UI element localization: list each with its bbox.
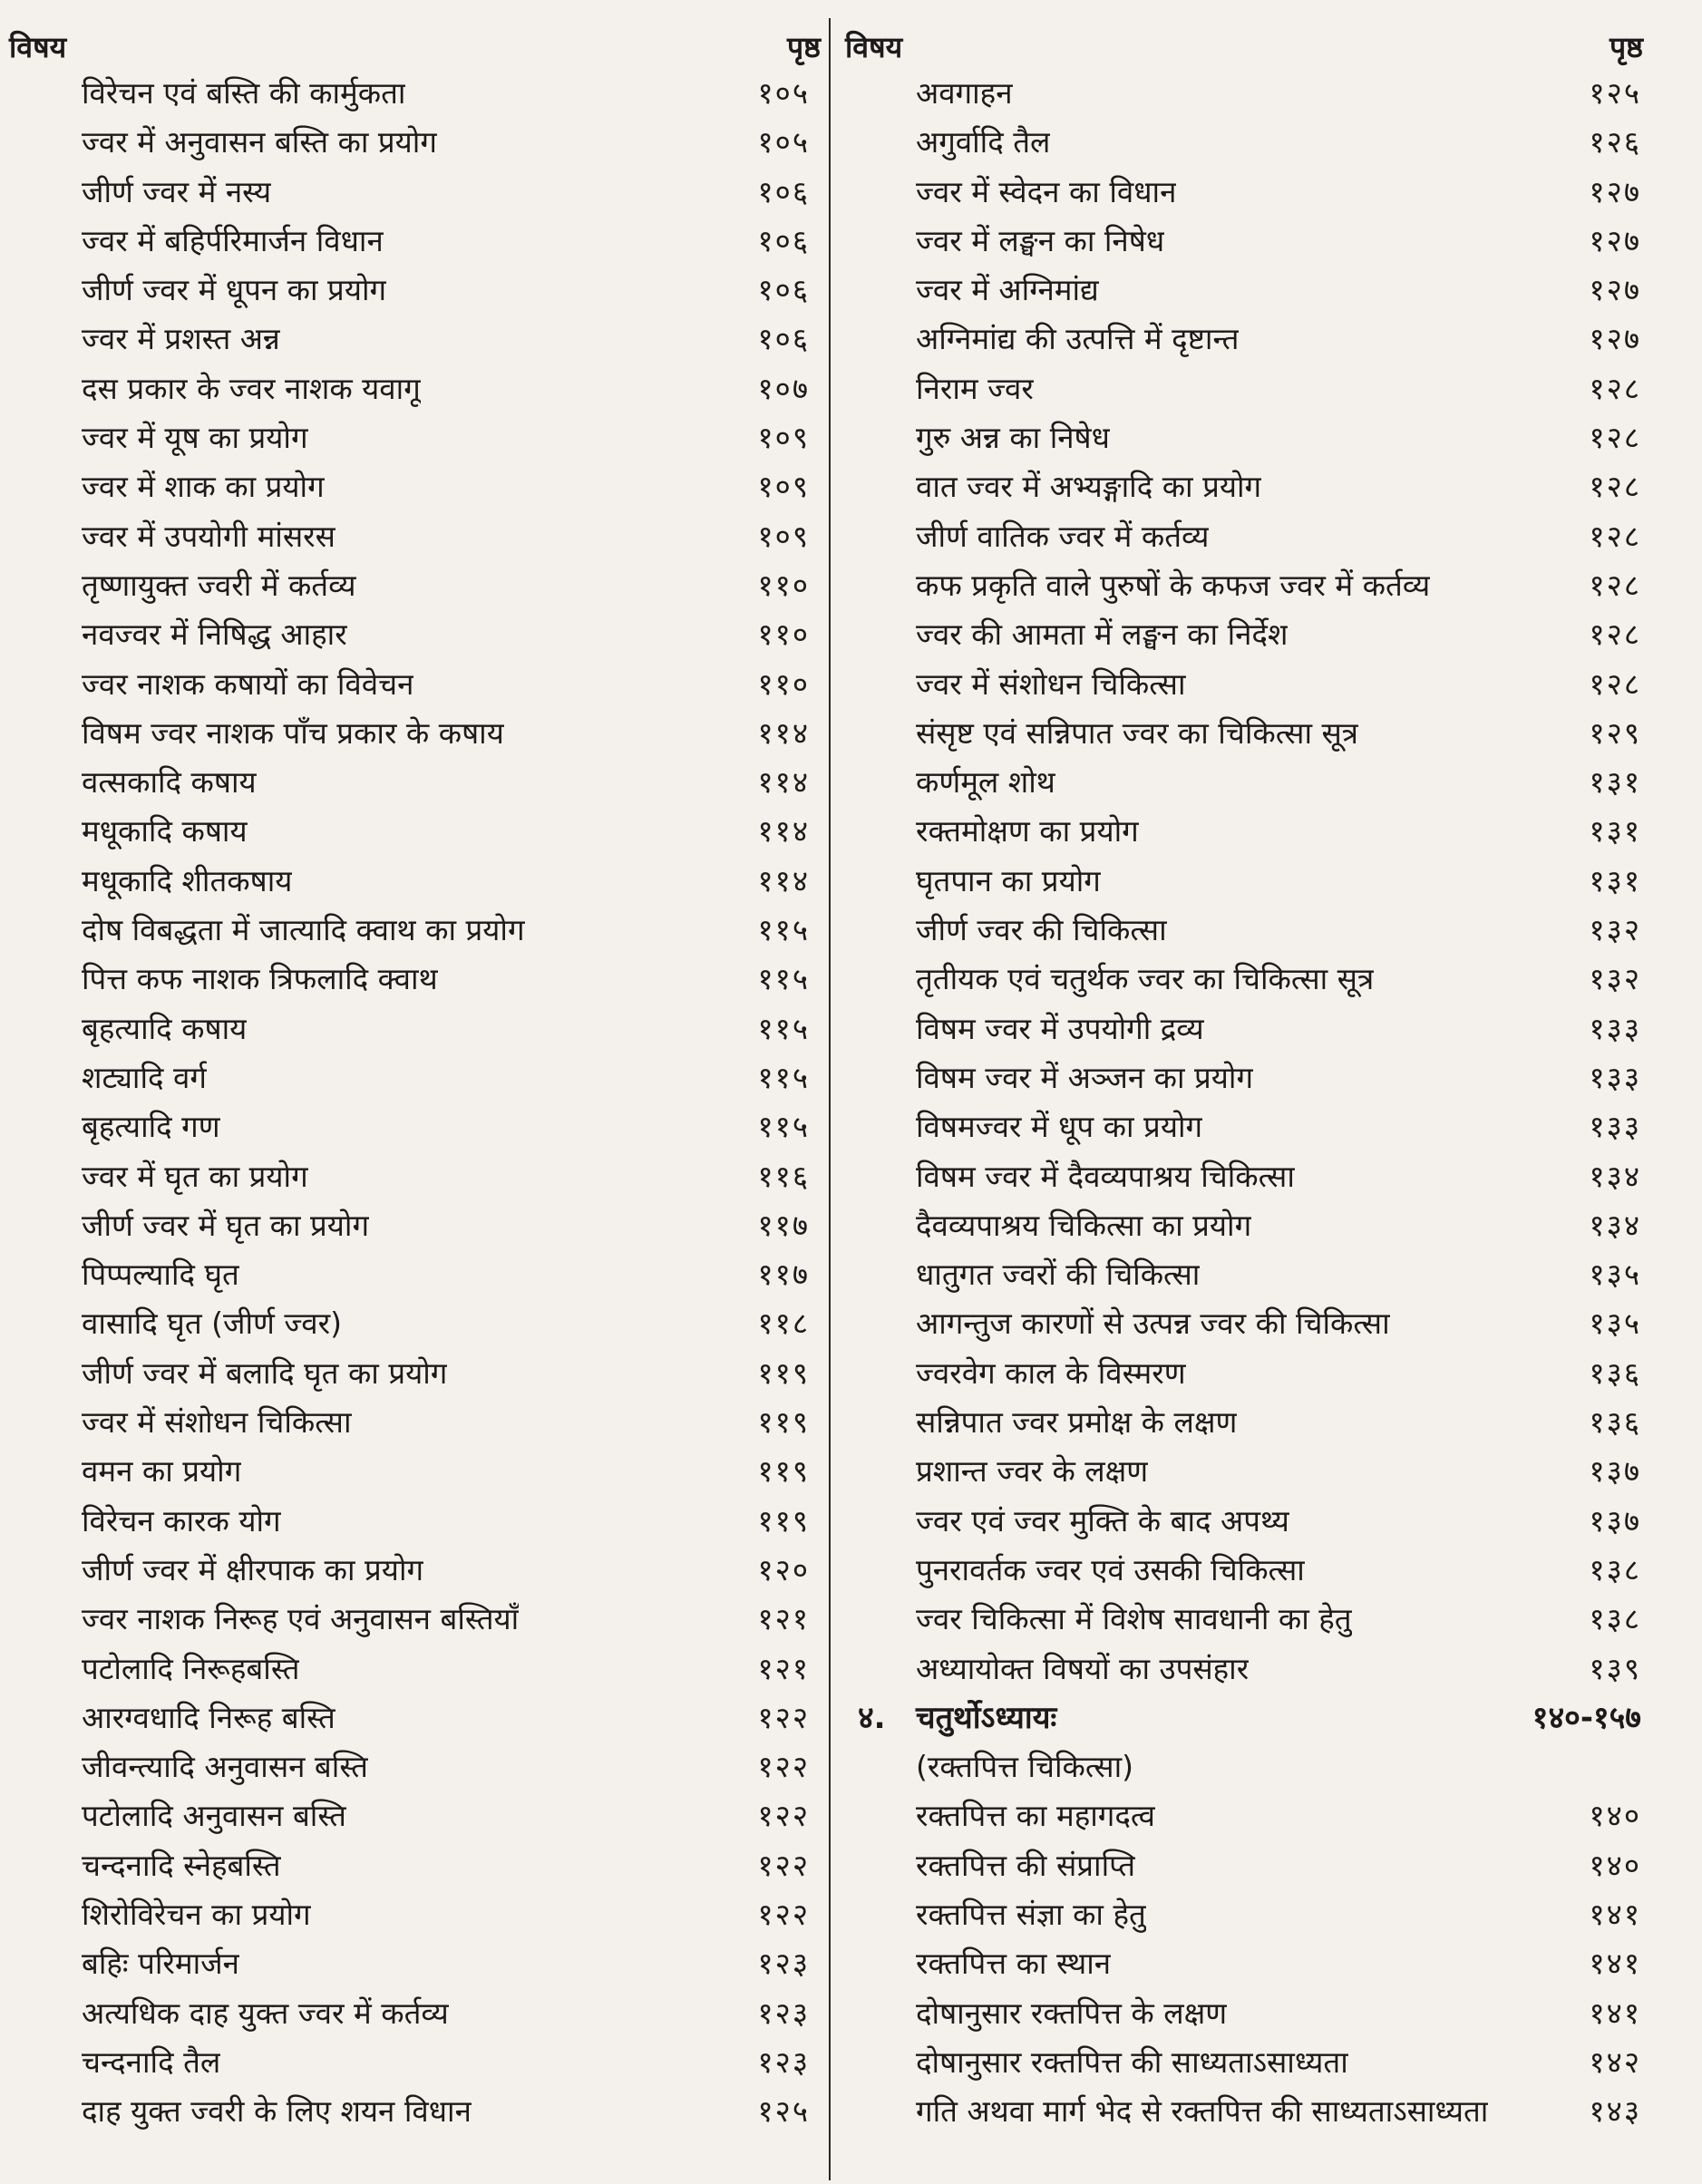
toc-entry — [9, 1939, 821, 1988]
toc-entry — [845, 1349, 1643, 1398]
toc-entry — [845, 1201, 1643, 1250]
entry-title: विषम ज्वर में उपयोगी द्रव्य — [916, 1010, 1204, 1046]
entry-title: रक्तपित्त का महागदत्व — [916, 1798, 1155, 1834]
left-entry-list — [9, 69, 821, 2136]
entry-page: ११७ — [757, 1207, 810, 1243]
entry-title: ज्वर में बहिर्परिमार्जन विधान — [82, 222, 384, 258]
entry-title: ज्वर की आमता में लङ्घन का निर्देश — [916, 616, 1289, 653]
chapter-subtitle: (रक्तपित्त चिकित्सा) — [916, 1749, 1134, 1785]
entry-title: दोषानुसार रक्तपित्त के लक्षण — [916, 1995, 1228, 2031]
entry-title: जीर्ण ज्वर में बलादि घृत का प्रयोग — [82, 1354, 448, 1391]
entry-page: ११७ — [757, 1257, 810, 1293]
toc-entry — [9, 807, 821, 856]
page-header: पृष्ठ — [1609, 30, 1643, 64]
toc-entry — [845, 1497, 1643, 1546]
toc-entry — [845, 955, 1643, 1004]
toc-entry — [9, 1890, 821, 1939]
entry-page: ११९ — [757, 1404, 810, 1441]
entry-title: कफ प्रकृति वाले पुरुषों के कफज ज्वर में कर्तव्य — [916, 567, 1431, 603]
entry-page: १०५ — [757, 124, 810, 160]
toc-entry — [9, 1299, 821, 1348]
entry-page: १४३ — [1589, 2093, 1641, 2130]
toc-entry — [845, 2087, 1643, 2136]
entry-title: विरेचन एवं बस्ति की कार्मुकता — [82, 75, 406, 111]
toc-entry — [9, 1201, 821, 1250]
entry-page: १२३ — [757, 2043, 810, 2080]
entry-title: दोषानुसार रक्तपित्त की साध्यताऽसाध्यता — [916, 2043, 1348, 2080]
entry-page: ११६ — [757, 1158, 810, 1194]
entry-page: १२८ — [1589, 420, 1641, 456]
entry-page: ११४ — [757, 813, 810, 849]
entry-page: ११५ — [757, 912, 810, 948]
entry-title: विषम ज्वर में अञ्जन का प्रयोग — [916, 1059, 1254, 1095]
toc-entry — [9, 2087, 821, 2136]
toc-entry — [9, 660, 821, 709]
entry-title: विषमज्वर में धूप का प्रयोग — [916, 1109, 1203, 1145]
entry-page: १३४ — [1589, 1158, 1641, 1194]
entry-page: १४१ — [1589, 1946, 1641, 1982]
entry-page: १२१ — [757, 1650, 810, 1686]
toc-entry — [9, 1791, 821, 1840]
entry-title: अत्यधिक दाह युक्त ज्वर में कर्तव्य — [82, 1995, 449, 2031]
toc-entry — [9, 1742, 821, 1791]
entry-title: संसृष्ट एवं सन्निपात ज्वर का चिकित्सा सूत्र — [916, 714, 1359, 751]
toc-entry — [845, 660, 1643, 709]
entry-page: १३५ — [1589, 1306, 1641, 1342]
entry-page: ११८ — [757, 1306, 810, 1342]
entry-page: १२३ — [757, 1995, 810, 2031]
toc-entry — [9, 1349, 821, 1398]
entry-page: १०६ — [757, 272, 810, 308]
entry-title: दस प्रकार के ज्वर नाशक यवागू — [82, 370, 421, 406]
entry-title: रक्तपित्त की संप्राप्ति — [916, 1847, 1136, 1883]
toc-entry — [9, 561, 821, 610]
entry-page: १२८ — [1589, 370, 1641, 406]
entry-page: १२२ — [757, 1847, 810, 1883]
entry-title: प्रशान्त ज्वर के लक्षण — [916, 1453, 1149, 1490]
entry-page: १३५ — [1589, 1257, 1641, 1293]
entry-page: १०९ — [757, 469, 810, 505]
entry-title: वमन का प्रयोग — [82, 1453, 242, 1490]
entry-title: अगुर्वादि तैल — [916, 124, 1051, 160]
chapter-number: ४. — [858, 1699, 886, 1736]
subject-header: विषय — [845, 30, 903, 64]
entry-title: चन्दनादि तैल — [82, 2043, 221, 2080]
entry-title: ज्वर में उपयोगी मांसरस — [82, 518, 336, 554]
toc-entry — [9, 315, 821, 364]
entry-title: पटोलादि अनुवासन बस्ति — [82, 1798, 346, 1834]
chapter-page-range: १४०-१५७ — [1532, 1699, 1641, 1736]
toc-entry — [845, 2038, 1643, 2087]
toc-entry — [845, 1398, 1643, 1447]
entry-page: १३४ — [1589, 1207, 1641, 1243]
entry-title: दैवव्यपाश्रय चिकित्सा का प्रयोग — [916, 1207, 1252, 1243]
toc-entry — [9, 217, 821, 266]
entry-title: ज्वर नाशक निरूह एवं अनुवासन बस्तियाँ — [82, 1601, 520, 1637]
toc-entry — [845, 709, 1643, 758]
entry-page: १२९ — [1589, 714, 1641, 751]
entry-page: १३२ — [1589, 961, 1641, 997]
entry-page: १२७ — [1589, 272, 1641, 308]
toc-entry — [845, 413, 1643, 462]
entry-title: ज्वर में संशोधन चिकित्सा — [916, 665, 1186, 702]
entry-page: १२५ — [1589, 75, 1641, 111]
entry-page: ११५ — [757, 1109, 810, 1145]
entry-page: ११० — [757, 567, 810, 603]
toc-entry — [845, 1005, 1643, 1053]
entry-title: विषम ज्वर में दैवव्यपाश्रय चिकित्सा — [916, 1158, 1295, 1194]
entry-title: बृहत्यादि कषाय — [82, 1010, 248, 1046]
entry-title: दोष विबद्धता में जात्यादि क्वाथ का प्रयोग — [82, 912, 525, 948]
toc-entry — [845, 118, 1643, 167]
entry-page: १२८ — [1589, 567, 1641, 603]
toc-entry — [9, 1497, 821, 1546]
entry-title: जीर्ण वातिक ज्वर में कर्तव्य — [916, 518, 1210, 554]
entry-page: १२८ — [1589, 616, 1641, 653]
entry-page: १३१ — [1589, 813, 1641, 849]
entry-page: १०६ — [757, 173, 810, 209]
entry-title: बहिः परिमार्जन — [82, 1946, 239, 1982]
entry-title: सन्निपात ज्वर प्रमोक्ष के लक्षण — [916, 1404, 1238, 1441]
toc-entry — [845, 1447, 1643, 1496]
entry-page: ११० — [757, 665, 810, 702]
toc-entry — [9, 364, 821, 413]
entry-page: १२६ — [1589, 124, 1641, 160]
toc-entry — [9, 1989, 821, 2038]
entry-title: जीर्ण ज्वर में घृत का प्रयोग — [82, 1207, 370, 1243]
entry-page: १३८ — [1589, 1601, 1641, 1637]
entry-page: १०९ — [757, 420, 810, 456]
toc-entry — [9, 1841, 821, 1890]
entry-title: ज्वर में अग्निमांद्य — [916, 272, 1099, 308]
entry-page: १२२ — [757, 1699, 810, 1735]
entry-page: १२८ — [1589, 665, 1641, 702]
toc-entry — [845, 168, 1643, 217]
entry-title: विरेचन कारक योग — [82, 1502, 281, 1539]
entry-title: ज्वर में यूष का प्रयोग — [82, 420, 308, 456]
entry-title: शिरोविरेचन का प्रयोग — [82, 1896, 311, 1932]
entry-page: १०७ — [757, 370, 810, 406]
entry-title: ज्वर में स्वेदन का विधान — [916, 173, 1177, 209]
entry-title: निराम ज्वर — [916, 370, 1034, 406]
toc-entry — [845, 462, 1643, 511]
entry-title: ज्वर एवं ज्वर मुक्ति के बाद अपथ्य — [916, 1502, 1289, 1539]
toc-entry — [845, 1053, 1643, 1102]
entry-title: मधूकादि कषाय — [82, 813, 248, 849]
entry-title: आरग्वधादि निरूह बस्ति — [82, 1699, 336, 1735]
entry-title: शट्यादि वर्ग — [82, 1059, 207, 1095]
toc-entry — [9, 1447, 821, 1496]
toc-entry — [9, 857, 821, 906]
entry-title: पटोलादि निरूहबस्ति — [82, 1650, 300, 1686]
entry-page: १४१ — [1589, 1995, 1641, 2031]
entry-title: बृहत्यादि गण — [82, 1109, 220, 1145]
entry-page: १४० — [1589, 1847, 1641, 1883]
toc-entry — [845, 1989, 1643, 2038]
toc-entry — [9, 1645, 821, 1694]
toc-entry — [9, 709, 821, 758]
toc-entry — [9, 168, 821, 217]
entry-page: ११९ — [757, 1453, 810, 1490]
toc-entry — [9, 462, 821, 511]
entry-title: ज्वर में शाक का प्रयोग — [82, 469, 325, 505]
entry-page: १२१ — [757, 1601, 810, 1637]
entry-title: जीर्ण ज्वर में क्षीरपाक का प्रयोग — [82, 1551, 424, 1587]
entry-page: १२२ — [757, 1749, 810, 1785]
entry-page: १२७ — [1589, 173, 1641, 209]
entry-page: ११० — [757, 616, 810, 653]
toc-entry — [845, 610, 1643, 659]
toc-entry — [845, 1250, 1643, 1299]
entry-page: १३१ — [1589, 764, 1641, 801]
toc-entry — [845, 512, 1643, 561]
entry-page: १०६ — [757, 321, 810, 357]
entry-title: कर्णमूल शोथ — [916, 764, 1055, 801]
chapter-heading — [845, 1694, 1643, 1742]
entry-title: विषम ज्वर नाशक पाँच प्रकार के कषाय — [82, 714, 504, 751]
toc-entry — [845, 1841, 1643, 1890]
entry-title: जीर्ण ज्वर में नस्य — [82, 173, 272, 209]
toc-entry — [9, 610, 821, 659]
entry-page: १२८ — [1589, 518, 1641, 554]
entry-title: ज्वरवेग काल के विस्मरण — [916, 1354, 1186, 1391]
entry-title: रक्तपित्त का स्थान — [916, 1946, 1112, 1982]
entry-page: १२८ — [1589, 469, 1641, 505]
right-entry-list — [845, 69, 1643, 1694]
page-header: पृष्ठ — [786, 30, 821, 64]
entry-page: १३२ — [1589, 912, 1641, 948]
toc-entry — [845, 561, 1643, 610]
toc-entry — [9, 1250, 821, 1299]
chapter-title: चतुर्थोऽध्यायः — [916, 1699, 1057, 1736]
entry-page: १३७ — [1589, 1502, 1641, 1539]
toc-entry — [845, 1890, 1643, 1939]
left-column — [9, 25, 821, 2136]
toc-entry — [9, 906, 821, 955]
entry-title: पुनरावर्तक ज्वर एवं उसकी चिकित्सा — [916, 1551, 1305, 1587]
column-divider — [829, 18, 831, 2180]
entry-page: १०९ — [757, 518, 810, 554]
toc-entry — [845, 315, 1643, 364]
toc-entry — [845, 758, 1643, 807]
entry-page: ११५ — [757, 1010, 810, 1046]
toc-entry — [9, 758, 821, 807]
entry-page: १३८ — [1589, 1551, 1641, 1587]
toc-entry — [9, 1152, 821, 1201]
entry-page: १०५ — [757, 75, 810, 111]
entry-title: ज्वर में लङ्घन का निषेध — [916, 222, 1165, 258]
entry-page: ११४ — [757, 714, 810, 751]
chapter-entry-list — [845, 1791, 1643, 2136]
entry-page: १४१ — [1589, 1896, 1641, 1932]
entry-page: १०६ — [757, 222, 810, 258]
entry-title: ज्वर में अनुवासन बस्ति का प्रयोग — [82, 124, 437, 160]
entry-page: १३६ — [1589, 1354, 1641, 1391]
toc-entry — [9, 1053, 821, 1102]
toc-entry — [845, 1791, 1643, 1840]
toc-entry — [845, 1645, 1643, 1694]
entry-page: ११९ — [757, 1502, 810, 1539]
entry-page: ११४ — [757, 764, 810, 801]
entry-page: १२७ — [1589, 321, 1641, 357]
entry-title: ज्वर नाशक कषायों का विवेचन — [82, 665, 414, 702]
toc-entry — [845, 1546, 1643, 1595]
entry-title: ज्वर में संशोधन चिकित्सा — [82, 1404, 352, 1441]
toc-entry — [9, 955, 821, 1004]
entry-title: घृतपान का प्रयोग — [916, 862, 1101, 898]
entry-title: वात ज्वर में अभ्यङ्गादि का प्रयोग — [916, 469, 1262, 505]
toc-entry — [845, 69, 1643, 118]
toc-entry — [9, 69, 821, 118]
toc-entry — [845, 364, 1643, 413]
toc-entry — [845, 906, 1643, 955]
entry-page: ११४ — [757, 862, 810, 898]
entry-title: तृष्णायुक्त ज्वरी में कर्तव्य — [82, 567, 356, 603]
entry-page: ११५ — [757, 1059, 810, 1095]
left-column-header — [9, 25, 821, 69]
entry-page: १२७ — [1589, 222, 1641, 258]
entry-title: रक्तपित्त संज्ञा का हेतु — [916, 1896, 1146, 1932]
entry-title: मधूकादि शीतकषाय — [82, 862, 293, 898]
toc-entry — [9, 1595, 821, 1644]
entry-title: ज्वर में घृत का प्रयोग — [82, 1158, 308, 1194]
entry-title: जीर्ण ज्वर की चिकित्सा — [916, 912, 1167, 948]
entry-page: ११५ — [757, 961, 810, 997]
entry-page: १४० — [1589, 1798, 1641, 1834]
entry-title: अध्यायोक्त विषयों का उपसंहार — [916, 1650, 1250, 1686]
entry-title: दाह युक्त ज्वरी के लिए शयन विधान — [82, 2093, 472, 2130]
entry-title: गति अथवा मार्ग भेद से रक्तपित्त की साध्यताऽसाध्यता — [916, 2093, 1489, 2130]
entry-page: १३६ — [1589, 1404, 1641, 1441]
entry-title: आगन्तुज कारणों से उत्पन्न ज्वर की चिकित्सा — [916, 1306, 1390, 1342]
entry-title: वत्सकादि कषाय — [82, 764, 257, 801]
entry-page: १३३ — [1589, 1059, 1641, 1095]
entry-title: अवगाहन — [916, 75, 1013, 111]
entry-title: गुरु अन्न का निषेध — [916, 420, 1110, 456]
entry-page: ११९ — [757, 1354, 810, 1391]
toc-entry — [9, 1005, 821, 1053]
entry-page: १२३ — [757, 1946, 810, 1982]
entry-title: जीवन्त्यादि अनुवासन बस्ति — [82, 1749, 368, 1785]
entry-title: जीर्ण ज्वर में धूपन का प्रयोग — [82, 272, 387, 308]
toc-entry — [845, 1299, 1643, 1348]
toc-entry — [9, 1102, 821, 1151]
entry-title: ज्वर चिकित्सा में विशेष सावधानी का हेतु — [916, 1601, 1352, 1637]
entry-page: १२० — [757, 1551, 810, 1587]
toc-entry — [9, 413, 821, 462]
toc-entry — [9, 512, 821, 561]
toc-entry — [845, 1152, 1643, 1201]
entry-title: पिप्पल्यादि घृत — [82, 1257, 239, 1293]
toc-entry — [9, 118, 821, 167]
toc-entry — [9, 1694, 821, 1742]
toc-entry — [845, 857, 1643, 906]
entry-page: १२२ — [757, 1798, 810, 1834]
entry-title: ज्वर में प्रशस्त अन्न — [82, 321, 280, 357]
right-column — [845, 25, 1643, 2136]
entry-page: १२५ — [757, 2093, 810, 2130]
entry-page: १२२ — [757, 1896, 810, 1932]
toc-entry — [845, 1595, 1643, 1644]
toc-entry — [845, 807, 1643, 856]
entry-title: धातुगत ज्वरों की चिकित्सा — [916, 1257, 1201, 1293]
entry-title: रक्तमोक्षण का प्रयोग — [916, 813, 1139, 849]
toc-entry — [9, 266, 821, 315]
entry-page: १३१ — [1589, 862, 1641, 898]
toc-entry — [9, 1546, 821, 1595]
toc-entry — [9, 2038, 821, 2087]
toc-entry — [845, 1939, 1643, 1988]
entry-page: १३३ — [1589, 1109, 1641, 1145]
toc-entry — [845, 217, 1643, 266]
entry-title: अग्निमांद्य की उत्पत्ति में दृष्टान्त — [916, 321, 1240, 357]
toc-entry — [9, 1398, 821, 1447]
entry-page: १४२ — [1589, 2043, 1641, 2080]
entry-title: तृतीयक एवं चतुर्थक ज्वर का चिकित्सा सूत्र — [916, 961, 1375, 997]
entry-page: १३३ — [1589, 1010, 1641, 1046]
entry-title: नवज्वर में निषिद्ध आहार — [82, 616, 347, 653]
toc-entry — [845, 1102, 1643, 1151]
entry-title: वासादि घृत (जीर्ण ज्वर) — [82, 1306, 342, 1342]
toc-entry — [845, 266, 1643, 315]
entry-title: चन्दनादि स्नेहबस्ति — [82, 1847, 281, 1883]
entry-page: १३९ — [1589, 1650, 1641, 1686]
entry-page: १३७ — [1589, 1453, 1641, 1490]
subject-header: विषय — [9, 30, 67, 64]
entry-title: पित्त कफ नाशक त्रिफलादि क्वाथ — [82, 961, 438, 997]
right-column-header — [845, 25, 1643, 69]
